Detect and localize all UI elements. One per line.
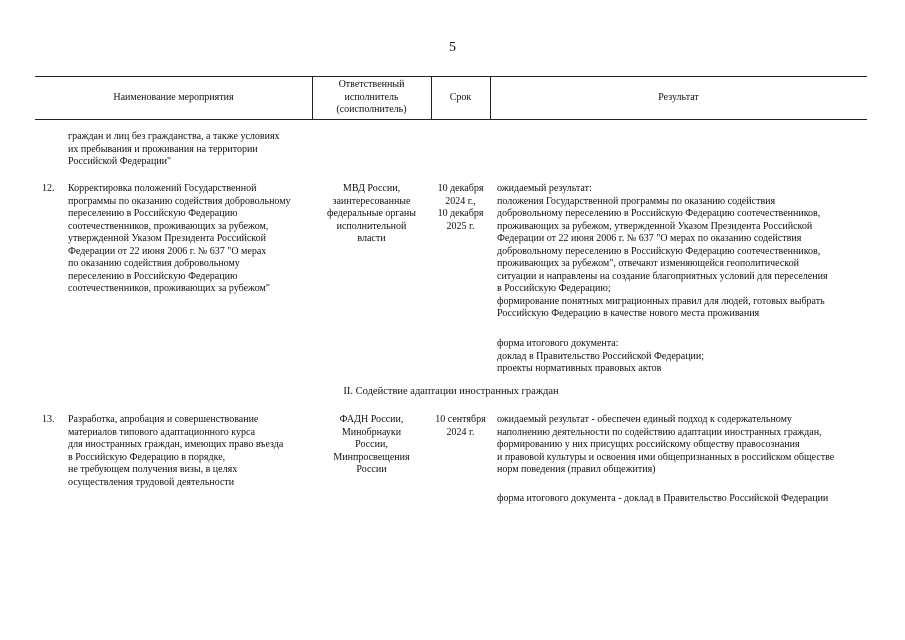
header-result: Результат xyxy=(658,92,699,103)
continuation-text: граждан и лиц без гражданства, а также условиях их пребывания и проживания на территории Российской Федерации" xyxy=(68,131,280,167)
row-12-executor: МВД России, заинтересованные федеральные органы исполнительной власти xyxy=(326,183,416,244)
row-13-final-document: форма итогового документа - доклад в Правительство Российской Федерации xyxy=(497,493,829,504)
page-number: 5 xyxy=(449,40,456,55)
header-top-rule xyxy=(35,76,867,77)
row-13-number: 13. xyxy=(42,414,55,425)
row-12-number: 12. xyxy=(42,183,55,194)
header-executor: Ответственный исполнитель (соисполнитель) xyxy=(336,79,407,115)
row-13-deadline: 10 сентября 2024 г. xyxy=(435,414,486,438)
row-12-deadline: 10 декабря 2024 г., 10 декабря 2025 г. xyxy=(437,183,484,232)
row-13-result: ожидаемый результат - обеспечен единый подход к содержательному наполнению деятельности по содействию адаптации иностранных граждан, формированию у них присущих российскому обществу правосознания и правовой культуры и освоения ими общепризнанных в российском обществе норм поведения (правил общежития) xyxy=(497,414,835,475)
row-12-result: ожидаемый результат: положения Государственной программы по оказанию содействия добровольному переселению в Российскую Федерацию соотечественников, проживающих за рубежом, утвержденной Указом Президента Российской Федерации от 22 июня 2006 г. № 637 "О мерах по оказанию содействия добровольному переселению в Российскую Федерацию соотечественников, проживающих за рубежом", отвечают изменяющейся геополитической ситуации и направлены на создание благоприятных условий для переселения в Российскую Федерацию; формирование понятных миграционных правил для людей, готовых выбрать Российскую Федерацию в качестве нового места проживания xyxy=(497,183,828,319)
header-deadline: Срок xyxy=(449,92,472,103)
row-13-name: Разработка, апробация и совершенствование материалов типового адаптационного курса для иностранных граждан, имеющих право въезда в Российскую Федерацию в порядке, не требующем получения визы, в целях осуществления трудовой деятельности xyxy=(68,414,284,488)
row-12-name: Корректировка положений Государственной программы по оказанию содействия добровольному переселению в Российскую Федерацию соотечественников, проживающих за рубежом, утвержденной Указом Президента Российской Федерации от 22 июня 2006 г. № 637 "О мерах по оказанию содействия добровольному переселению в Российскую Федерацию соотечественников, проживающих за рубежом" xyxy=(68,183,291,294)
row-13-executor: ФАДН России, Минобрнауки России, Минпросвещения России xyxy=(333,414,410,475)
section-title: II. Содействие адаптации иностранных граждан xyxy=(343,386,559,397)
header-name: Наименование мероприятия xyxy=(113,92,234,103)
row-12-final-document: форма итогового документа: доклад в Правительство Российской Федерации; проекты нормативных правовых актов xyxy=(497,338,705,374)
header-bottom-rule xyxy=(35,119,867,120)
